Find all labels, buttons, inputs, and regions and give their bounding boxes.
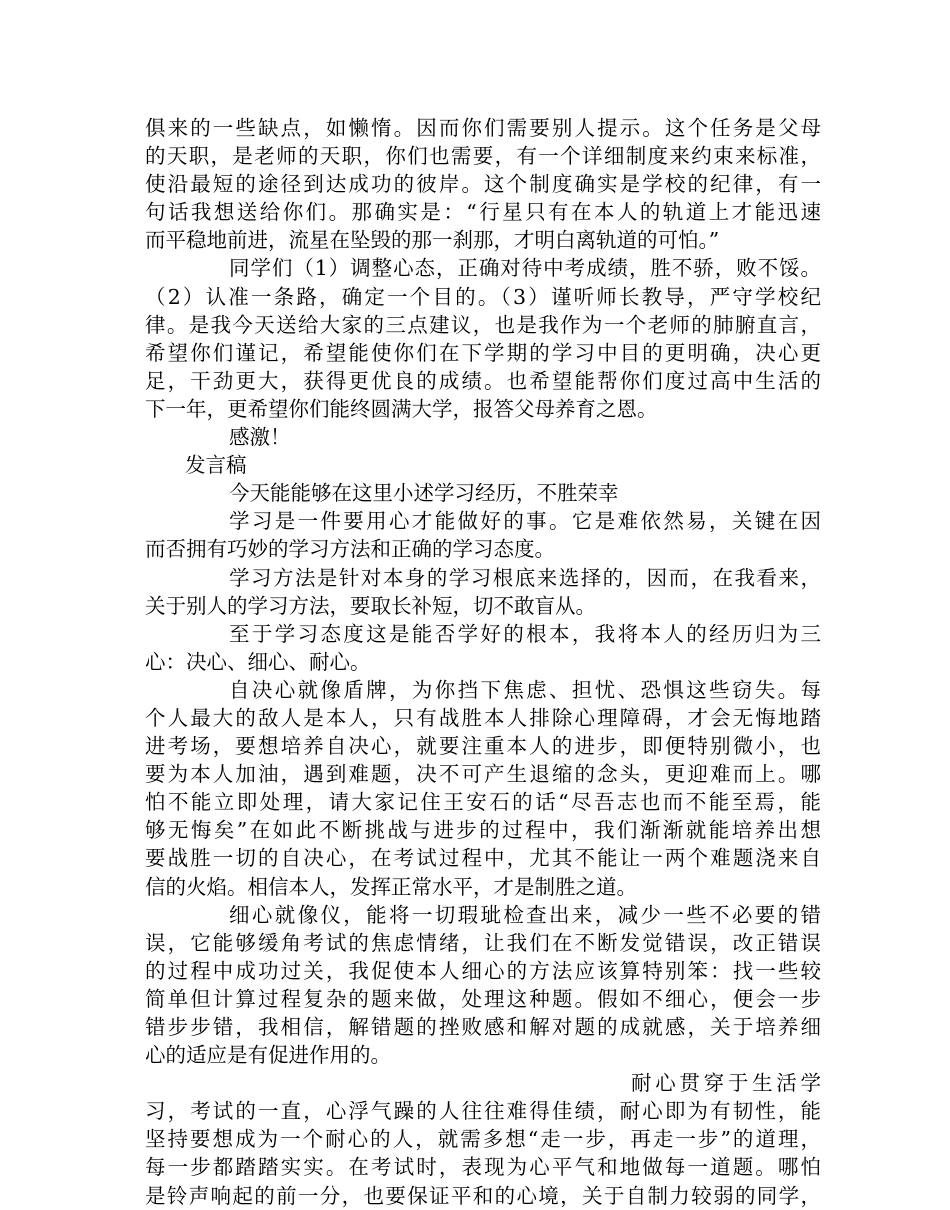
text-line: 要战胜一切的自决心，在考试过程中，尤其不能让一两个难题浇来自 bbox=[145, 846, 821, 871]
text-line: 信的火焰。相信本人，发挥正常水平，才是制胜之道。 bbox=[145, 874, 637, 899]
text-line: 怕不能立即处理，请大家记住王安石的话“尽吾志也而不能至焉，能 bbox=[145, 790, 821, 815]
text-line: 关于别人的学习方法，要取长补短，切不敢盲从。 bbox=[145, 593, 596, 618]
text-line: 误，它能够缓角考试的焦虑情绪，让我们在不断发觉错误，改正错误 bbox=[145, 930, 821, 955]
text-line: 每一步都踏踏实实。在考试时，表现为心平气和地做每一道题。哪怕 bbox=[145, 1155, 821, 1180]
paragraph-first-line: 自决心就像盾牌，为你挡下焦虑、担忧、恐惧这些窃失。每 bbox=[229, 677, 821, 702]
text-line: 下一年，更希望你们能终圆满大学，报答父母养育之恩。 bbox=[145, 396, 658, 421]
document-body bbox=[145, 114, 821, 1210]
text-line: 律。是我今天送给大家的三点建议，也是我作为一个老师的肺腑直言， bbox=[145, 312, 821, 337]
text-line: 是铃声响起的前一分，也要保证平和的心境，关于自制力较弱的同学， bbox=[145, 1183, 821, 1208]
text-line: 的过程中成功过关，我促使本人细心的方法应该算特别笨：找一些较 bbox=[145, 958, 821, 983]
paragraph-first-line: 细心就像仪，能将一切瑕玼检查出来，减少一些不必要的错 bbox=[229, 902, 821, 927]
text-line: 简单但计算过程复杂的题来做，处理这种题。假如不细心，便会一步 bbox=[145, 986, 821, 1011]
paragraph-first-line: 学习方法是针对本身的学习根底来选择的，因而，在我看来， bbox=[229, 565, 821, 590]
closing-thanks: 感激！ bbox=[229, 425, 291, 450]
text-line: 希望你们谨记，希望能使你们在下学期的学习中目的更明确，决心更 bbox=[145, 340, 821, 365]
text-line: 而否拥有巧妙的学习方法和正确的学习态度。 bbox=[145, 537, 555, 562]
text-line: 错步步错，我相信，解错题的挫败感和解对题的成就感，关于培养细 bbox=[145, 1015, 821, 1039]
text-line: 习，考试的一直，心浮气躁的人往往难得佳绩，耐心即为有韧性，能 bbox=[145, 1099, 821, 1124]
text-line: 俱来的一些缺点，如懒惰。因而你们需要别人提示。这个任务是父母 bbox=[145, 116, 821, 140]
text-line: 进考场，要想培养自决心，就要注重本人的进步，即便特别微小，也 bbox=[145, 734, 821, 759]
paragraph-first-line: 至于学习态度这是能否学好的根本，我将本人的经历归为三 bbox=[229, 621, 821, 646]
text-line: 心的适应是有促进作用的。 bbox=[145, 1043, 391, 1068]
text-line: 句话我想送给你们。那确实是：“行星只有在本人的轨道上才能迅速 bbox=[145, 200, 821, 225]
text-line: 要为本人加油，遇到难题，决不可产生退缩的念头，更迎难而上。哪 bbox=[145, 762, 821, 787]
section-heading: 发言稿 bbox=[185, 453, 247, 478]
text-line: 的天职，是老师的天职，你们也需要，有一个详细制度来约束来标准， bbox=[145, 144, 821, 169]
paragraph-first-line: 学习是一件要用心才能做好的事。它是难依然易，关键在因 bbox=[229, 509, 821, 534]
text-line: 足，干劲更大，获得更优良的成绩。也希望能帮你们度过高中生活的 bbox=[145, 368, 821, 393]
text-line: 够无悔矣”在如此不断挑战与进步的过程中，我们渐渐就能培养出想 bbox=[145, 818, 821, 843]
text-line: 个人最大的敌人是本人，只有战胜本人排除心理障碍，才会无悔地踏 bbox=[145, 705, 821, 730]
text-line: 心：决心、细心、耐心。 bbox=[145, 649, 371, 674]
paragraph-first-line: 同学们（1）调整心态，正确对待中考成绩，胜不骄，败不馁。 bbox=[229, 256, 821, 281]
text-line: 使沿最短的途径到达成功的彼岸。这个制度确实是学校的纪律，有一 bbox=[145, 172, 821, 197]
text-line: （2）认准一条路，确定一个目的。（3）谨听师长教导，严守学校纪 bbox=[145, 284, 821, 309]
paragraph-first-line: 今天能能够在这里小述学习经历，不胜荣幸 bbox=[229, 481, 619, 506]
paragraph-first-line: 耐心贯穿于生活学 bbox=[631, 1071, 821, 1096]
text-line: 坚持要想成为一个耐心的人，就需多想“走一步，再走一步”的道理， bbox=[145, 1127, 821, 1152]
text-line: 而平稳地前进，流星在坠毁的那一刹那，才明白离轨道的可怕。” bbox=[145, 228, 720, 253]
